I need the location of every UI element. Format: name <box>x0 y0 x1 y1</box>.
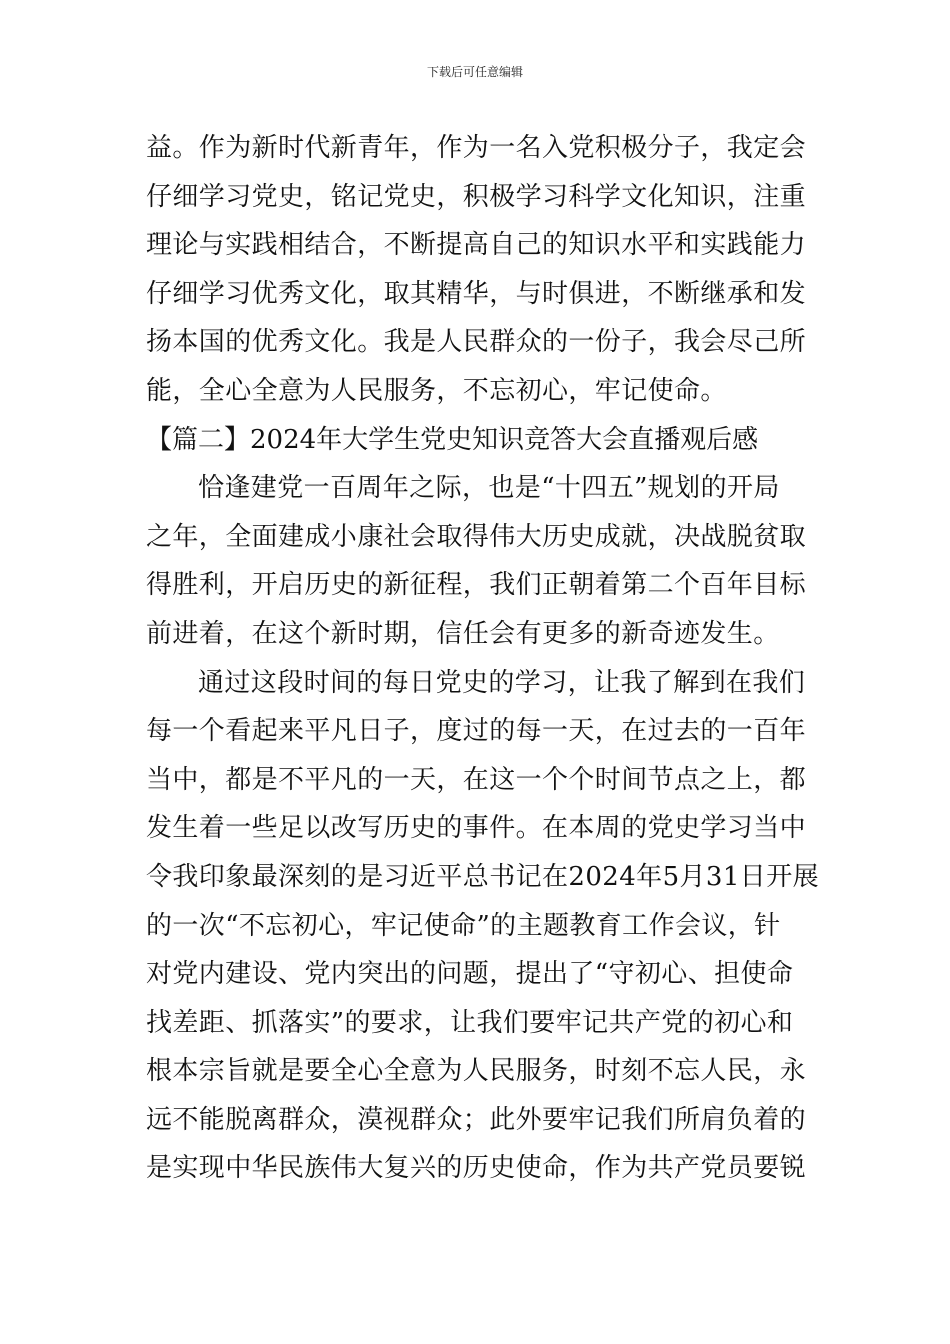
text-line: 发生着一些足以改写历史的事件。在本周的党史学习当中 <box>146 813 807 844</box>
section-heading: 【篇二】2024年大学生党史知识竞答大会直播观后感 <box>146 424 759 455</box>
text-line: 每一个看起来平凡日子，度过的每一天，在过去的一百年 <box>146 716 807 747</box>
text-line: 益。作为新时代新青年，作为一名入党积极分子，我定会 <box>146 133 807 163</box>
paragraph-2 <box>146 659 819 1194</box>
text-line: 当中，都是不平凡的一天，在这一个个时间节点之上，都 <box>146 764 807 795</box>
text-line: 根本宗旨就是要全心全意为人民服务，时刻不忘人民，永 <box>146 1056 807 1087</box>
text-line: 仔细学习党史，铭记党史，积极学习科学文化知识，注重 <box>146 181 807 212</box>
text-line: 是实现中华民族伟大复兴的历史使命，作为共产党员要锐 <box>146 1153 807 1184</box>
text-line: 的一次“不忘初心，牢记使命”的主题教育工作会议，针 <box>146 910 781 941</box>
text-line: 得胜利，开启历史的新征程，我们正朝着第二个百年目标 <box>146 570 807 601</box>
text-line: 对党内建设、党内突出的问题，提出了“守初心、担使命 <box>146 959 794 990</box>
text-line: 通过这段时间的每日党史的学习，让我了解到在我们 <box>198 667 806 698</box>
text-line: 远不能脱离群众，漠视群众；此外要牢记我们所肩负着的 <box>146 1104 807 1135</box>
text-line: 恰逢建党一百周年之际，也是“十四五”规划的开局 <box>198 473 780 504</box>
text-line: 前进着，在这个新时期，信任会有更多的新奇迹发生。 <box>146 618 780 649</box>
text-line: 找差距、抓落实”的要求，让我们要牢记共产党的初心和 <box>146 1007 794 1038</box>
paragraph-1 <box>146 464 810 658</box>
text-line: 能，全心全意为人民服务，不忘初心，牢记使命。 <box>146 375 727 406</box>
document-body <box>146 124 819 1193</box>
text-line: 仔细学习优秀文化，取其精华，与时俱进，不断继承和发 <box>146 278 807 309</box>
section1-paragraph <box>146 124 810 416</box>
text-line: 理论与实践相结合，不断提高自己的知识水平和实践能力 <box>146 230 807 261</box>
page-header-note: 下载后可任意编辑 <box>426 65 523 79</box>
text-line: 之年，全面建成小康社会取得伟大历史成就，决战脱贫取 <box>146 521 807 552</box>
text-line: 扬本国的优秀文化。我是人民群众的一份子，我会尽己所 <box>146 327 807 358</box>
text-line: 令我印象最深刻的是习近平总书记在2024年5月31日开展 <box>146 861 819 892</box>
